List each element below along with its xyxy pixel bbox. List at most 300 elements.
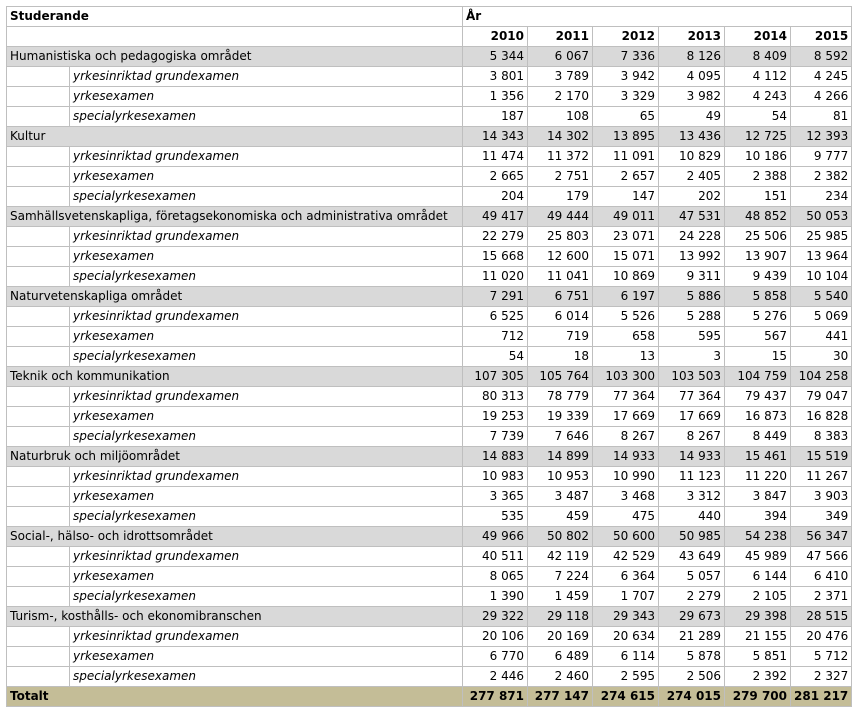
value-cell: 5 540 xyxy=(791,287,852,307)
value-cell: 29 673 xyxy=(659,607,725,627)
value-cell: 23 071 xyxy=(593,227,659,247)
value-cell: 8 267 xyxy=(593,427,659,447)
value-cell: 1 356 xyxy=(463,87,528,107)
value-cell: 14 933 xyxy=(593,447,659,467)
value-cell: 5 858 xyxy=(725,287,791,307)
value-cell: 3 329 xyxy=(593,87,659,107)
value-cell: 8 449 xyxy=(725,427,791,447)
table-row xyxy=(7,87,852,107)
table-row xyxy=(7,407,852,427)
value-cell: 104 759 xyxy=(725,367,791,387)
value-cell: 7 739 xyxy=(463,427,528,447)
value-cell: 14 883 xyxy=(463,447,528,467)
value-cell: 279 700 xyxy=(725,687,791,707)
row-label: specialyrkesexamen xyxy=(70,267,463,287)
row-label: specialyrkesexamen xyxy=(70,187,463,207)
value-cell: 10 104 xyxy=(791,267,852,287)
value-cell: 13 992 xyxy=(659,247,725,267)
value-cell: 105 764 xyxy=(528,367,593,387)
value-cell: 29 322 xyxy=(463,607,528,627)
value-cell: 4 112 xyxy=(725,67,791,87)
indent-cell xyxy=(7,407,70,427)
value-cell: 5 526 xyxy=(593,307,659,327)
value-cell: 12 725 xyxy=(725,127,791,147)
row-label: yrkesinriktad grundexamen xyxy=(70,67,463,87)
value-cell: 78 779 xyxy=(528,387,593,407)
value-cell: 14 343 xyxy=(463,127,528,147)
value-cell: 274 615 xyxy=(593,687,659,707)
category-row xyxy=(7,447,852,467)
value-cell: 49 417 xyxy=(463,207,528,227)
value-cell: 11 091 xyxy=(593,147,659,167)
value-cell: 277 147 xyxy=(528,687,593,707)
category-row xyxy=(7,127,852,147)
value-cell: 2 405 xyxy=(659,167,725,187)
value-cell: 19 253 xyxy=(463,407,528,427)
row-label: yrkesinriktad grundexamen xyxy=(70,547,463,567)
category-label: Humanistiska och pedagogiska området xyxy=(7,47,463,67)
value-cell: 10 829 xyxy=(659,147,725,167)
value-cell: 56 347 xyxy=(791,527,852,547)
value-cell: 204 xyxy=(463,187,528,207)
value-cell: 277 871 xyxy=(463,687,528,707)
indent-cell xyxy=(7,467,70,487)
value-cell: 1 390 xyxy=(463,587,528,607)
value-cell: 712 xyxy=(463,327,528,347)
value-cell: 25 506 xyxy=(725,227,791,247)
value-cell: 1 459 xyxy=(528,587,593,607)
value-cell: 16 828 xyxy=(791,407,852,427)
value-cell: 6 144 xyxy=(725,567,791,587)
value-cell: 4 243 xyxy=(725,87,791,107)
value-cell: 65 xyxy=(593,107,659,127)
value-cell: 11 020 xyxy=(463,267,528,287)
value-cell: 14 302 xyxy=(528,127,593,147)
value-cell: 24 228 xyxy=(659,227,725,247)
value-cell: 8 126 xyxy=(659,47,725,67)
value-cell: 202 xyxy=(659,187,725,207)
value-cell: 28 515 xyxy=(791,607,852,627)
value-cell: 5 288 xyxy=(659,307,725,327)
value-cell: 22 279 xyxy=(463,227,528,247)
row-label: specialyrkesexamen xyxy=(70,427,463,447)
value-cell: 3 789 xyxy=(528,67,593,87)
value-cell: 25 985 xyxy=(791,227,852,247)
category-row xyxy=(7,47,852,67)
value-cell: 15 071 xyxy=(593,247,659,267)
value-cell: 2 506 xyxy=(659,667,725,687)
value-cell: 77 364 xyxy=(593,387,659,407)
value-cell: 49 444 xyxy=(528,207,593,227)
value-cell: 2 382 xyxy=(791,167,852,187)
row-label: specialyrkesexamen xyxy=(70,667,463,687)
row-label: yrkesexamen xyxy=(70,327,463,347)
value-cell: 234 xyxy=(791,187,852,207)
value-cell: 29 398 xyxy=(725,607,791,627)
row-label: specialyrkesexamen xyxy=(70,507,463,527)
value-cell: 567 xyxy=(725,327,791,347)
value-cell: 7 224 xyxy=(528,567,593,587)
value-cell: 3 xyxy=(659,347,725,367)
value-cell: 6 489 xyxy=(528,647,593,667)
indent-cell xyxy=(7,667,70,687)
value-cell: 54 xyxy=(725,107,791,127)
table-row xyxy=(7,107,852,127)
total-row xyxy=(7,687,852,707)
value-cell: 107 305 xyxy=(463,367,528,387)
table-row xyxy=(7,327,852,347)
value-cell: 3 487 xyxy=(528,487,593,507)
row-label: yrkesexamen xyxy=(70,87,463,107)
value-cell: 10 953 xyxy=(528,467,593,487)
table-row xyxy=(7,187,852,207)
table-row xyxy=(7,467,852,487)
value-cell: 6 364 xyxy=(593,567,659,587)
row-label: yrkesinriktad grundexamen xyxy=(70,147,463,167)
category-label: Naturbruk och miljöområdet xyxy=(7,447,463,467)
value-cell: 13 895 xyxy=(593,127,659,147)
value-cell: 5 886 xyxy=(659,287,725,307)
indent-cell xyxy=(7,567,70,587)
value-cell: 8 592 xyxy=(791,47,852,67)
value-cell: 20 476 xyxy=(791,627,852,647)
indent-cell xyxy=(7,307,70,327)
table-row xyxy=(7,627,852,647)
value-cell: 441 xyxy=(791,327,852,347)
category-label: Samhällsvetenskapliga, företagsekonomiska och administrativa området xyxy=(7,207,463,227)
indent-cell xyxy=(7,587,70,607)
table-row xyxy=(7,307,852,327)
table-row xyxy=(7,667,852,687)
row-label: yrkesexamen xyxy=(70,247,463,267)
row-label: yrkesexamen xyxy=(70,567,463,587)
value-cell: 80 313 xyxy=(463,387,528,407)
value-cell: 475 xyxy=(593,507,659,527)
value-cell: 30 xyxy=(791,347,852,367)
table-row xyxy=(7,547,852,567)
indent-cell xyxy=(7,267,70,287)
value-cell: 14 899 xyxy=(528,447,593,467)
value-cell: 179 xyxy=(528,187,593,207)
value-cell: 459 xyxy=(528,507,593,527)
value-cell: 11 220 xyxy=(725,467,791,487)
value-cell: 18 xyxy=(528,347,593,367)
row-label: yrkesinriktad grundexamen xyxy=(70,227,463,247)
indent-cell xyxy=(7,167,70,187)
value-cell: 6 067 xyxy=(528,47,593,67)
indent-cell xyxy=(7,107,70,127)
category-label: Kultur xyxy=(7,127,463,147)
value-cell: 147 xyxy=(593,187,659,207)
indent-cell xyxy=(7,647,70,667)
value-cell: 9 311 xyxy=(659,267,725,287)
value-cell: 2 751 xyxy=(528,167,593,187)
row-label: yrkesexamen xyxy=(70,407,463,427)
indent-cell xyxy=(7,247,70,267)
value-cell: 3 365 xyxy=(463,487,528,507)
value-cell: 49 011 xyxy=(593,207,659,227)
value-cell: 2 371 xyxy=(791,587,852,607)
value-cell: 11 372 xyxy=(528,147,593,167)
value-cell: 103 503 xyxy=(659,367,725,387)
indent-cell xyxy=(7,347,70,367)
value-cell: 274 015 xyxy=(659,687,725,707)
value-cell: 25 803 xyxy=(528,227,593,247)
value-cell: 13 xyxy=(593,347,659,367)
value-cell: 47 566 xyxy=(791,547,852,567)
value-cell: 7 646 xyxy=(528,427,593,447)
value-cell: 54 238 xyxy=(725,527,791,547)
value-cell: 6 410 xyxy=(791,567,852,587)
value-cell: 5 057 xyxy=(659,567,725,587)
value-cell: 14 933 xyxy=(659,447,725,467)
value-cell: 50 985 xyxy=(659,527,725,547)
table-row xyxy=(7,167,852,187)
value-cell: 50 053 xyxy=(791,207,852,227)
row-label: yrkesinriktad grundexamen xyxy=(70,627,463,647)
value-cell: 3 942 xyxy=(593,67,659,87)
value-cell: 9 439 xyxy=(725,267,791,287)
value-cell: 13 964 xyxy=(791,247,852,267)
row-label: yrkesexamen xyxy=(70,167,463,187)
value-cell: 10 983 xyxy=(463,467,528,487)
header-row-group xyxy=(7,7,852,27)
value-cell: 281 217 xyxy=(791,687,852,707)
value-cell: 54 xyxy=(463,347,528,367)
row-label: specialyrkesexamen xyxy=(70,107,463,127)
value-cell: 2 105 xyxy=(725,587,791,607)
value-cell: 12 393 xyxy=(791,127,852,147)
category-row xyxy=(7,607,852,627)
table-row xyxy=(7,427,852,447)
value-cell: 6 770 xyxy=(463,647,528,667)
value-cell: 42 529 xyxy=(593,547,659,567)
value-cell: 20 106 xyxy=(463,627,528,647)
indent-cell xyxy=(7,387,70,407)
value-cell: 2 392 xyxy=(725,667,791,687)
value-cell: 5 276 xyxy=(725,307,791,327)
value-cell: 49 xyxy=(659,107,725,127)
year-header: 2010 xyxy=(463,27,528,47)
corner-header: Studerande xyxy=(7,7,463,27)
value-cell: 48 852 xyxy=(725,207,791,227)
table-row xyxy=(7,387,852,407)
value-cell: 10 186 xyxy=(725,147,791,167)
category-label: Turism-, kosthålls- och ekonomibranschen xyxy=(7,607,463,627)
indent-cell xyxy=(7,227,70,247)
value-cell: 9 777 xyxy=(791,147,852,167)
students-table xyxy=(6,6,852,707)
value-cell: 47 531 xyxy=(659,207,725,227)
table-row xyxy=(7,567,852,587)
row-label: yrkesinriktad grundexamen xyxy=(70,387,463,407)
value-cell: 4 266 xyxy=(791,87,852,107)
value-cell: 15 461 xyxy=(725,447,791,467)
table-row xyxy=(7,587,852,607)
indent-cell xyxy=(7,627,70,647)
value-cell: 79 437 xyxy=(725,387,791,407)
year-group-header: År xyxy=(463,7,852,27)
value-cell: 1 707 xyxy=(593,587,659,607)
year-header: 2014 xyxy=(725,27,791,47)
value-cell: 7 336 xyxy=(593,47,659,67)
category-label: Teknik och kommunikation xyxy=(7,367,463,387)
value-cell: 42 119 xyxy=(528,547,593,567)
header-row-years xyxy=(7,27,852,47)
value-cell: 8 267 xyxy=(659,427,725,447)
category-label: Social-, hälso- och idrottsområdet xyxy=(7,527,463,547)
value-cell: 4 095 xyxy=(659,67,725,87)
value-cell: 2 595 xyxy=(593,667,659,687)
value-cell: 3 982 xyxy=(659,87,725,107)
value-cell: 15 xyxy=(725,347,791,367)
value-cell: 103 300 xyxy=(593,367,659,387)
value-cell: 2 446 xyxy=(463,667,528,687)
value-cell: 187 xyxy=(463,107,528,127)
value-cell: 719 xyxy=(528,327,593,347)
value-cell: 2 665 xyxy=(463,167,528,187)
value-cell: 45 989 xyxy=(725,547,791,567)
value-cell: 11 267 xyxy=(791,467,852,487)
value-cell: 3 801 xyxy=(463,67,528,87)
indent-cell xyxy=(7,147,70,167)
year-header: 2015 xyxy=(791,27,852,47)
value-cell: 3 312 xyxy=(659,487,725,507)
value-cell: 43 649 xyxy=(659,547,725,567)
indent-cell xyxy=(7,187,70,207)
table-row xyxy=(7,507,852,527)
year-header: 2011 xyxy=(528,27,593,47)
category-row xyxy=(7,527,852,547)
table-row xyxy=(7,487,852,507)
row-label: yrkesexamen xyxy=(70,647,463,667)
value-cell: 5 851 xyxy=(725,647,791,667)
category-row xyxy=(7,207,852,227)
value-cell: 20 169 xyxy=(528,627,593,647)
indent-cell xyxy=(7,427,70,447)
value-cell: 5 712 xyxy=(791,647,852,667)
value-cell: 595 xyxy=(659,327,725,347)
value-cell: 5 878 xyxy=(659,647,725,667)
value-cell: 15 668 xyxy=(463,247,528,267)
total-label: Totalt xyxy=(7,687,463,707)
indent-cell xyxy=(7,87,70,107)
value-cell: 29 118 xyxy=(528,607,593,627)
category-row xyxy=(7,367,852,387)
value-cell: 81 xyxy=(791,107,852,127)
value-cell: 10 990 xyxy=(593,467,659,487)
value-cell: 13 907 xyxy=(725,247,791,267)
value-cell: 15 519 xyxy=(791,447,852,467)
value-cell: 440 xyxy=(659,507,725,527)
value-cell: 2 327 xyxy=(791,667,852,687)
table-row xyxy=(7,247,852,267)
value-cell: 6 114 xyxy=(593,647,659,667)
table-row xyxy=(7,67,852,87)
value-cell: 3 847 xyxy=(725,487,791,507)
table-row xyxy=(7,267,852,287)
value-cell: 104 258 xyxy=(791,367,852,387)
indent-cell xyxy=(7,487,70,507)
category-row xyxy=(7,287,852,307)
row-label: yrkesinriktad grundexamen xyxy=(70,467,463,487)
value-cell: 349 xyxy=(791,507,852,527)
value-cell: 20 634 xyxy=(593,627,659,647)
value-cell: 2 170 xyxy=(528,87,593,107)
value-cell: 6 014 xyxy=(528,307,593,327)
value-cell: 535 xyxy=(463,507,528,527)
value-cell: 6 751 xyxy=(528,287,593,307)
value-cell: 50 600 xyxy=(593,527,659,547)
value-cell: 5 069 xyxy=(791,307,852,327)
value-cell: 17 669 xyxy=(659,407,725,427)
value-cell: 2 657 xyxy=(593,167,659,187)
row-label: specialyrkesexamen xyxy=(70,587,463,607)
value-cell: 49 966 xyxy=(463,527,528,547)
value-cell: 151 xyxy=(725,187,791,207)
indent-cell xyxy=(7,327,70,347)
value-cell: 16 873 xyxy=(725,407,791,427)
value-cell: 3 468 xyxy=(593,487,659,507)
indent-cell xyxy=(7,67,70,87)
value-cell: 8 065 xyxy=(463,567,528,587)
value-cell: 50 802 xyxy=(528,527,593,547)
table-row xyxy=(7,347,852,367)
value-cell: 11 474 xyxy=(463,147,528,167)
table-row xyxy=(7,147,852,167)
value-cell: 658 xyxy=(593,327,659,347)
year-header: 2012 xyxy=(593,27,659,47)
table-row xyxy=(7,227,852,247)
value-cell: 11 123 xyxy=(659,467,725,487)
value-cell: 2 279 xyxy=(659,587,725,607)
value-cell: 2 460 xyxy=(528,667,593,687)
value-cell: 7 291 xyxy=(463,287,528,307)
value-cell: 8 383 xyxy=(791,427,852,447)
value-cell: 10 869 xyxy=(593,267,659,287)
value-cell: 19 339 xyxy=(528,407,593,427)
value-cell: 79 047 xyxy=(791,387,852,407)
value-cell: 17 669 xyxy=(593,407,659,427)
row-label: yrkesinriktad grundexamen xyxy=(70,307,463,327)
value-cell: 6 197 xyxy=(593,287,659,307)
value-cell: 3 903 xyxy=(791,487,852,507)
table-row xyxy=(7,647,852,667)
corner-empty xyxy=(7,27,463,47)
value-cell: 40 511 xyxy=(463,547,528,567)
value-cell: 77 364 xyxy=(659,387,725,407)
row-label: yrkesexamen xyxy=(70,487,463,507)
value-cell: 21 289 xyxy=(659,627,725,647)
value-cell: 2 388 xyxy=(725,167,791,187)
indent-cell xyxy=(7,507,70,527)
value-cell: 29 343 xyxy=(593,607,659,627)
value-cell: 12 600 xyxy=(528,247,593,267)
value-cell: 108 xyxy=(528,107,593,127)
year-header: 2013 xyxy=(659,27,725,47)
value-cell: 11 041 xyxy=(528,267,593,287)
value-cell: 8 409 xyxy=(725,47,791,67)
value-cell: 394 xyxy=(725,507,791,527)
row-label: specialyrkesexamen xyxy=(70,347,463,367)
value-cell: 4 245 xyxy=(791,67,852,87)
indent-cell xyxy=(7,547,70,567)
value-cell: 21 155 xyxy=(725,627,791,647)
value-cell: 5 344 xyxy=(463,47,528,67)
value-cell: 6 525 xyxy=(463,307,528,327)
value-cell: 13 436 xyxy=(659,127,725,147)
category-label: Naturvetenskapliga området xyxy=(7,287,463,307)
